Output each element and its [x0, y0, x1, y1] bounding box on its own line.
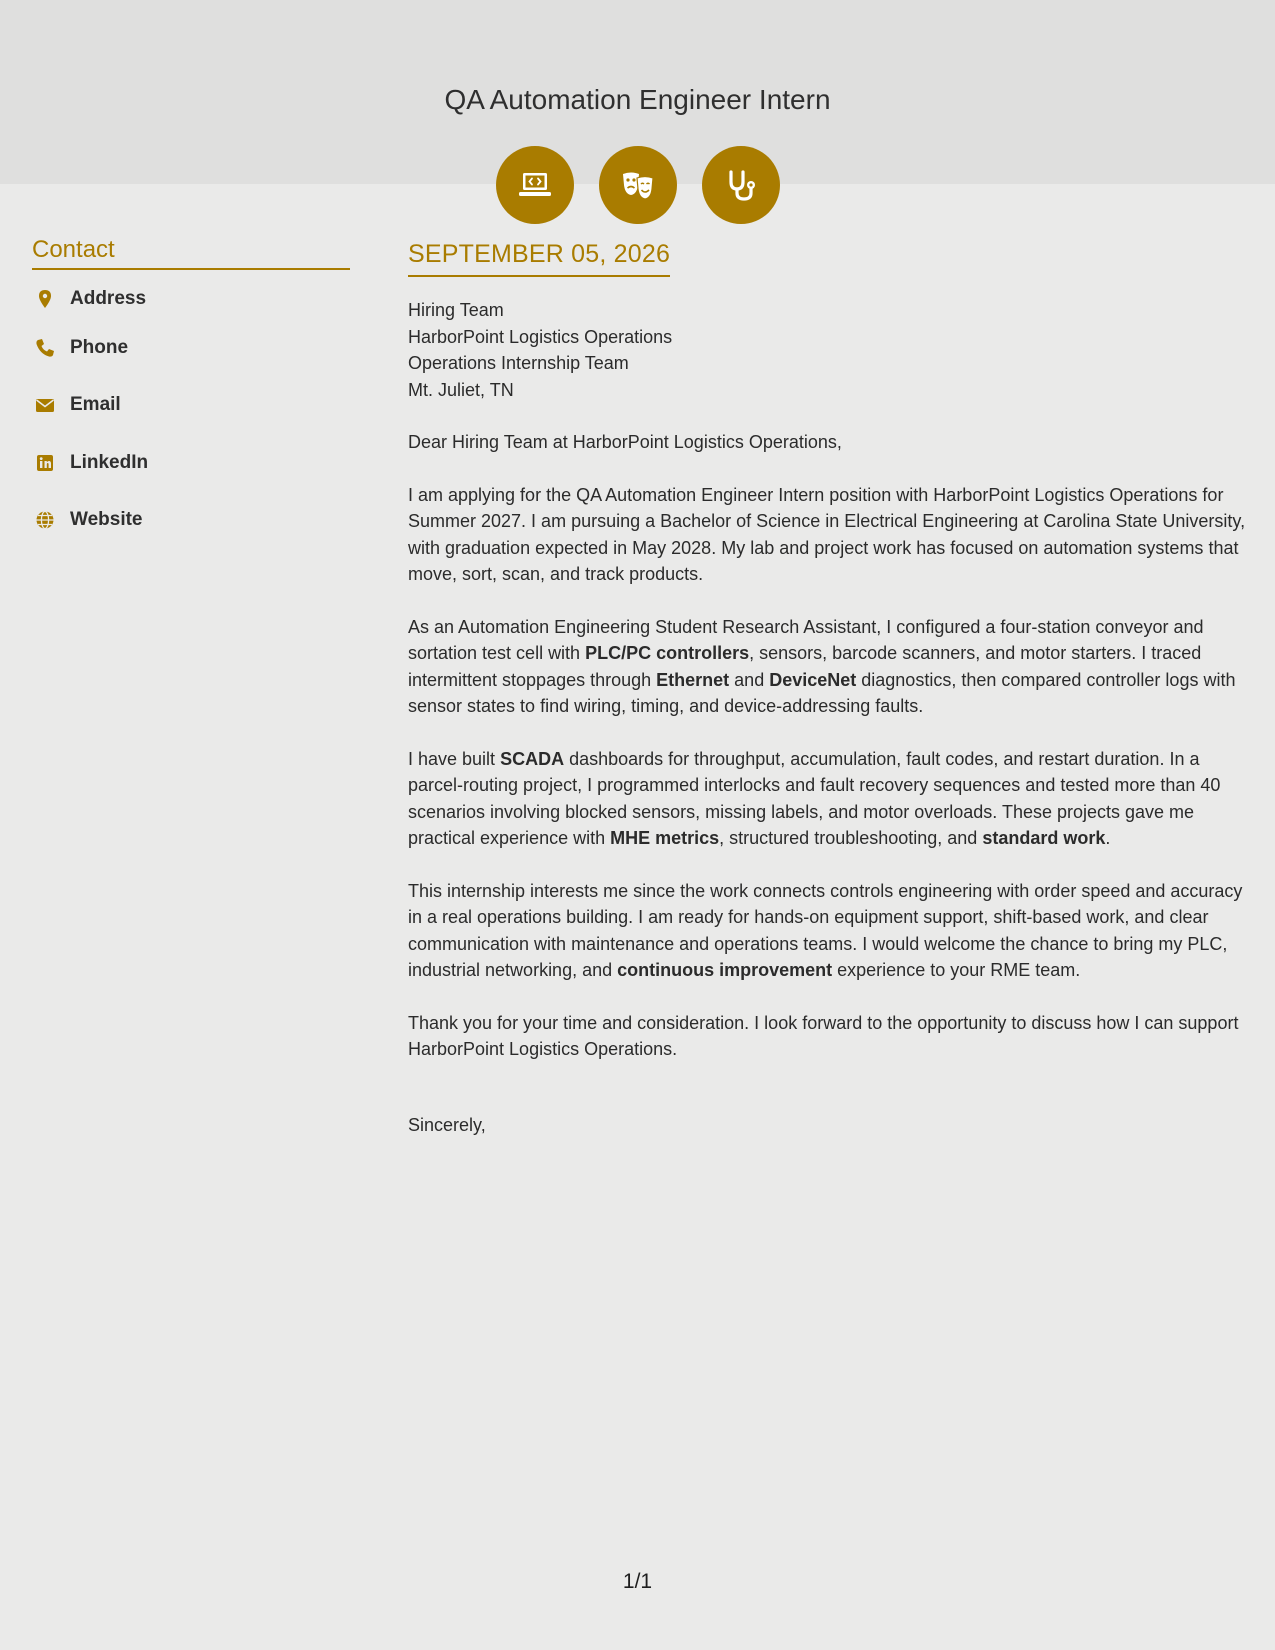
paragraph-3: I have built SCADA dashboards for throughput, accumulation, fault codes, and restart duration. In a parcel-routing project, I programmed interlocks and fault recovery sequences and tested more than 40 scenarios involving blocked sensors, missing labels, and motor overloads. These projects gave me practical experience with MHE metrics, structured troubleshooting, and standard work. [408, 748, 1221, 848]
page-number: 1/1 [622, 1570, 653, 1593]
recipient-line: HarborPoint Logistics Operations [408, 326, 673, 347]
linkedin-icon [34, 452, 56, 474]
theater-masks-icon [599, 146, 677, 224]
contact-item-address[interactable] [32, 279, 350, 319]
recipient-line: Operations Internship Team [408, 353, 629, 373]
recipient-line: Mt. Juliet, TN [408, 379, 514, 400]
keyword: continuous improvement [617, 960, 833, 980]
keyword: Ethernet [656, 669, 730, 690]
phone-icon [34, 337, 56, 359]
contact-item-email[interactable] [32, 377, 350, 435]
contact-list [32, 279, 350, 549]
contact-label: LinkedIn [70, 451, 149, 473]
closing: Sincerely, [408, 1114, 486, 1135]
contact-label: Phone [70, 336, 129, 358]
recipient-line: Hiring Team [408, 300, 504, 320]
contact-item-website[interactable] [32, 492, 350, 550]
keyword: MHE metrics [610, 828, 720, 848]
globe-icon [34, 509, 56, 531]
laptop-code-icon [496, 146, 574, 224]
envelope-icon [34, 394, 56, 416]
keyword: SCADA [500, 748, 565, 769]
contact-label: Address [70, 288, 147, 309]
sidebar [32, 236, 350, 549]
contact-label: Website [70, 509, 143, 531]
letter-date: SEPTEMBER 05, 2026 [408, 240, 670, 277]
salutation: Dear Hiring Team at HarborPoint Logistics Operations, [408, 432, 842, 452]
paragraph-2: As an Automation Engineering Student Research Assistant, I configured a four-station conveyor and sortation test cell with PLC/PC controllers, sensors, barcode scanners, and motor starters. I traced intermittent stoppages through Ethernet and DeviceNet diagnostics, then compared controller logs with sensor states to find wiring, timing, and device-addressing faults. [408, 616, 1236, 716]
recipient-block [408, 297, 1248, 403]
keyword: PLC/PC controllers [585, 643, 750, 663]
letter-body [408, 240, 1248, 1136]
keyword: DeviceNet [769, 669, 857, 690]
contact-item-phone[interactable] [32, 319, 350, 377]
paragraph-4: This internship interests me since the work connects controls engineering with order speed and accuracy in a real operations building. I am ready for hands-on equipment support, shift-based work, and clear communication with maintenance and operations teams. I would welcome the chance to bring my PLC, industrial networking, and continuous improvement experience to your RME team. [408, 880, 1243, 980]
page-title: QA Automation Engineer Intern [444, 84, 831, 115]
contact-item-linkedin[interactable] [32, 434, 350, 492]
paragraph-5: Thank you for your time and consideration. I look forward to the opportunity to discuss how I can support HarborPoint Logistics Operations. [408, 1012, 1239, 1059]
map-pin-icon [34, 288, 56, 310]
keyword: standard work [982, 828, 1106, 848]
paragraph-1: I am applying for the QA Automation Engineer Intern position with HarborPoint Logistics Operations for Summer 2027. I am pursuing a Bachelor of Science in Electrical Engineering at Carolina State University, with graduation expected in May 2028. My lab and project work has focused on automation systems that move, sort, scan, and track products. [408, 484, 1246, 584]
stethoscope-icon [702, 146, 780, 224]
header-icon-row [496, 146, 780, 224]
contact-heading: Contact [32, 236, 350, 270]
contact-label: Email [70, 394, 121, 416]
